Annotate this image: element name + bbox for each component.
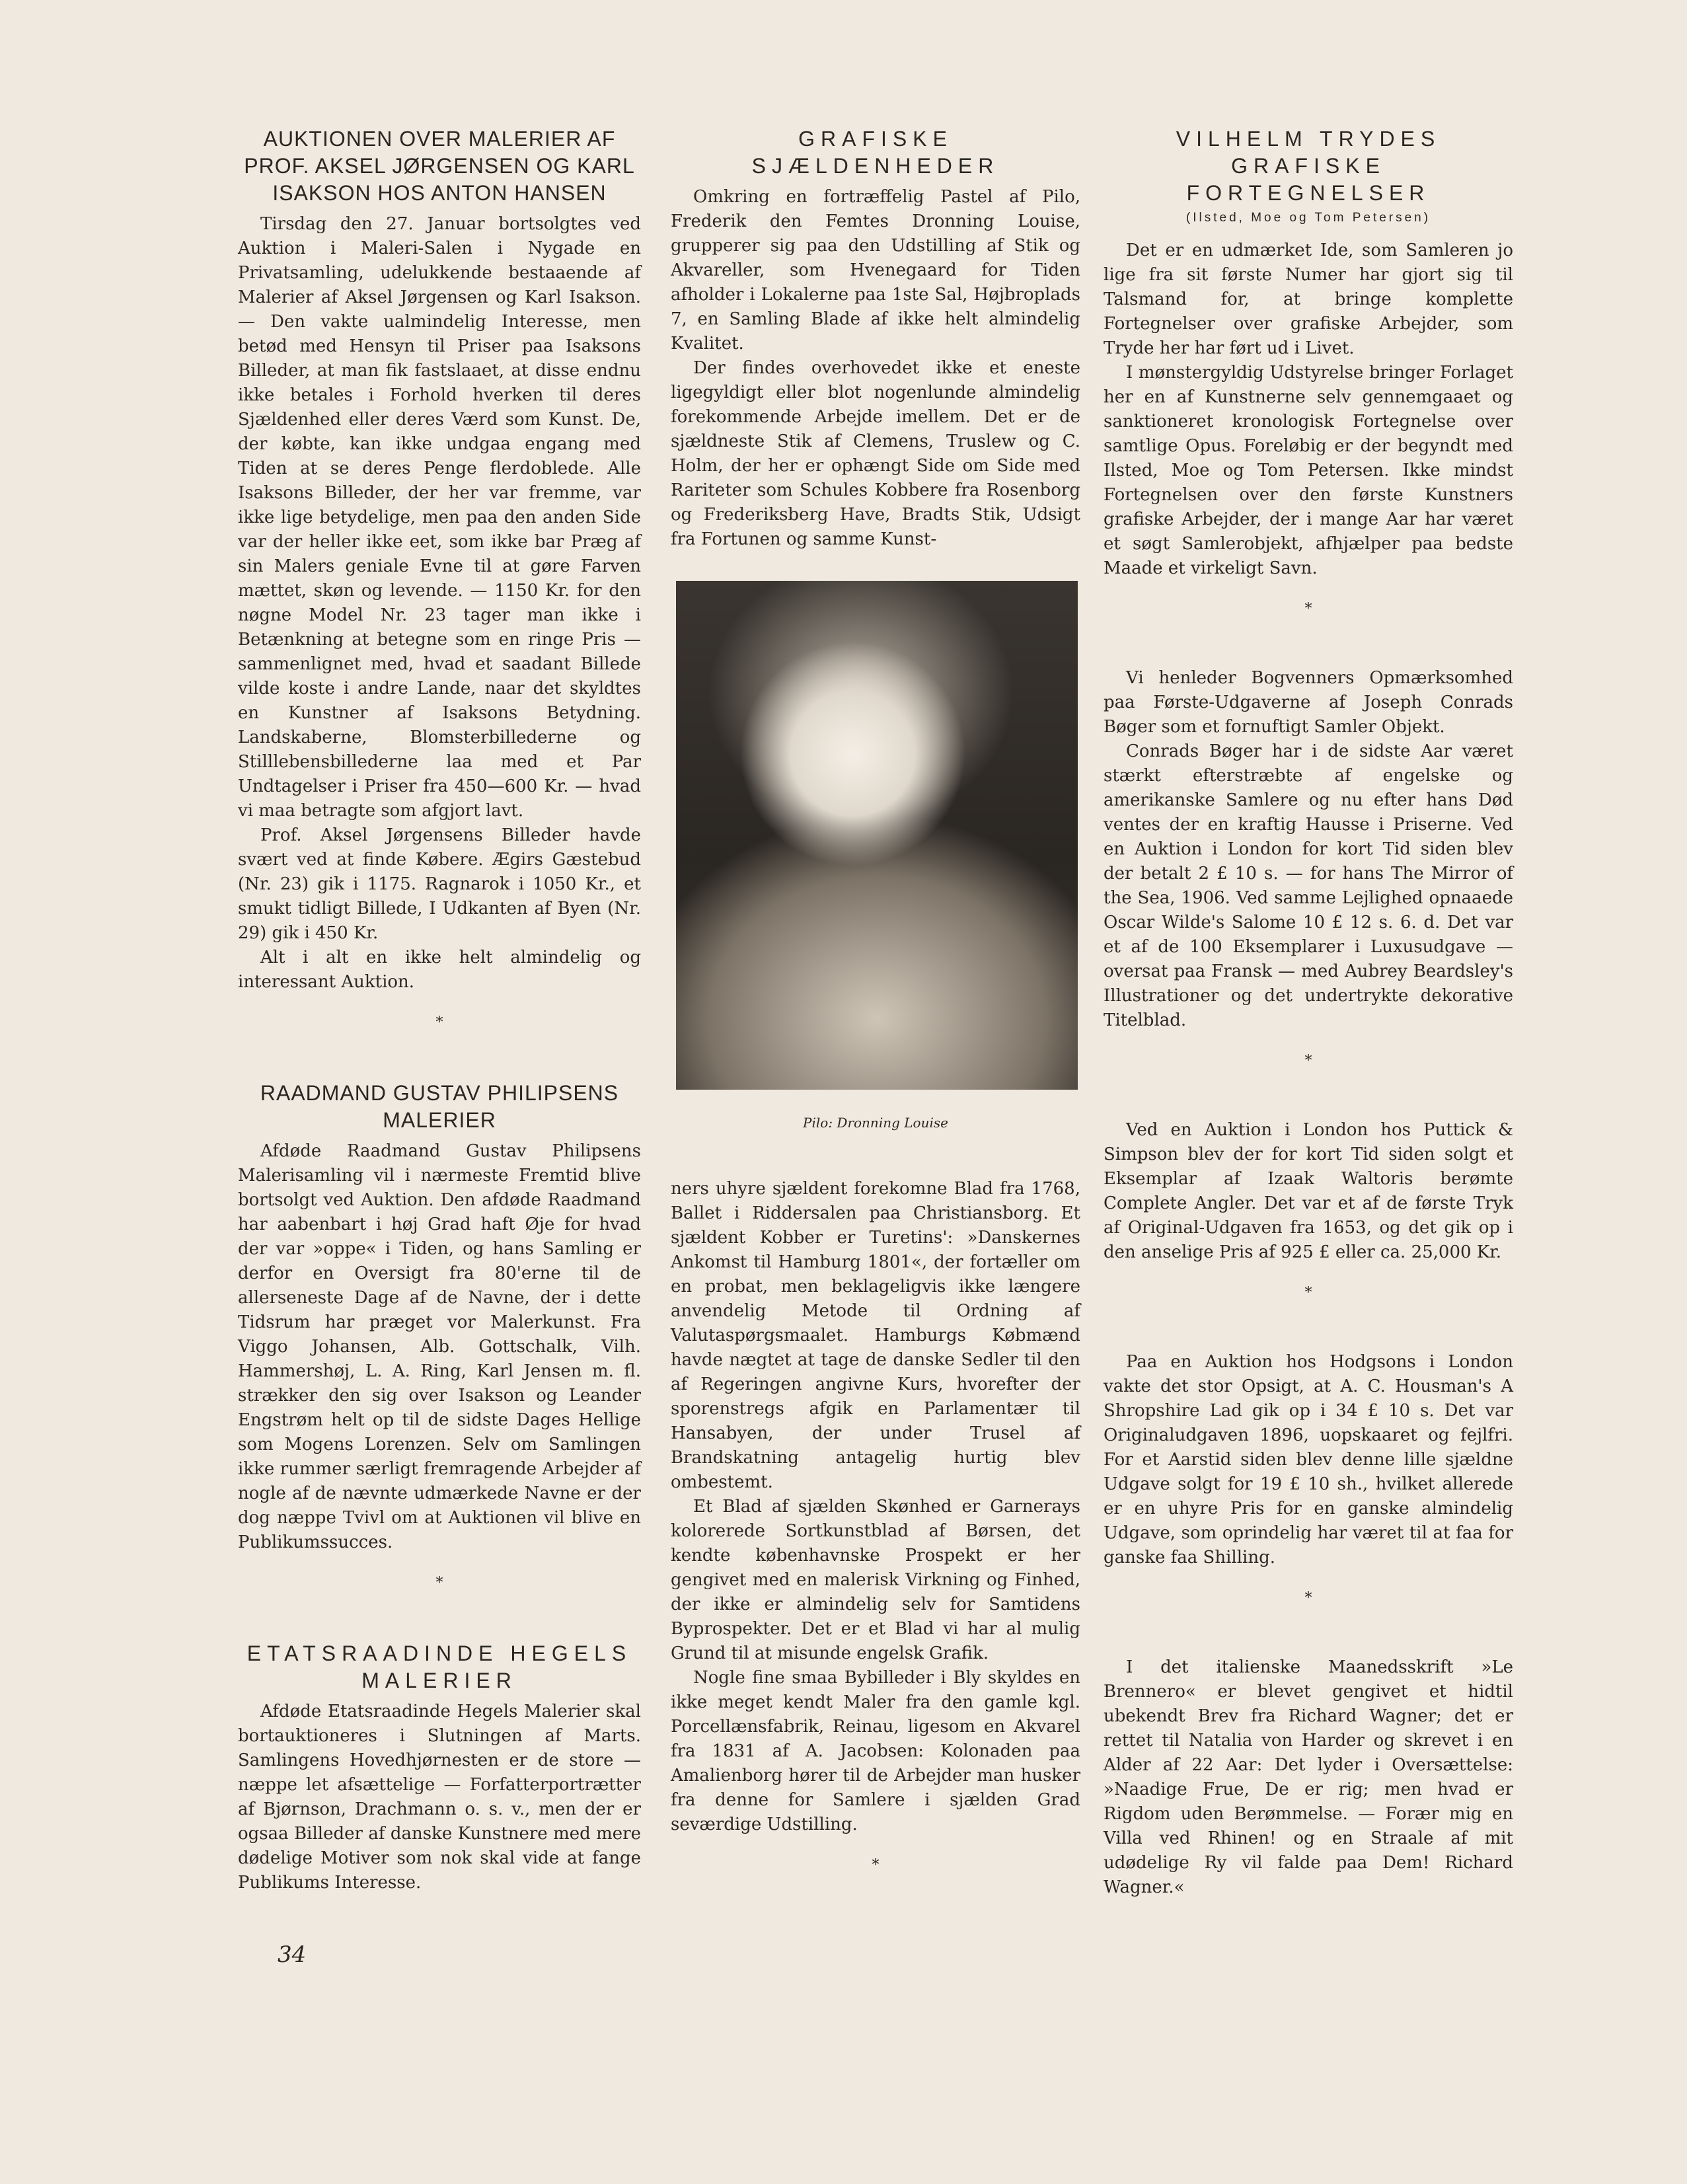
- separator-star: *: [435, 1575, 443, 1591]
- article-paragraph: Afdøde Etatsraadinde Hegels Malerier skal bortauktioneres i Slutningen af Marts. Samlingens Hovedhjørnesten er de store — næppe let afsættelige — Forfatterportrætter af Bjørnson, Drachmann o. s. v., men der er ogsaa Billeder af danske Kunstnere med mere dødelige Motiver som nok skal vide at fange Publikums Interesse.: [238, 1702, 641, 1893]
- article-heading-auktion: AUKTIONEN OVER MALERIER AF PROF. AKSEL JØRGENSEN OG KARL ISAKSON HOS ANTON HANSEN: [244, 127, 635, 205]
- separator-star: *: [1304, 1053, 1312, 1069]
- column-left: [238, 126, 641, 1895]
- separator-star: *: [1304, 1285, 1312, 1301]
- portrait-image: [676, 581, 1078, 1090]
- image-caption: Pilo: Dronning Louise: [803, 1115, 948, 1131]
- separator-star: *: [1304, 601, 1312, 617]
- note-paragraph: Conrads Bøger har i de sidste Aar været stærkt efterstræbte af engelske og amerikanske Samlere og nu efter hans Død ventes der en kraftig Hausse i Priserne. Ved en Auktion i London for kort Tid siden blev der betalt 2 £ 10 s. — for hans The Mirror of the Sea, 1906. Ved samme Lejlighed opnaaede Oscar Wilde's Salome 10 £ 12 s. 6. d. Det var et af de 100 Eksemplarer i Luxusudgave — oversat paa Fransk — med Aubrey Beardsley's Illustrationer og det undertrykte dekorative Titelblad.: [1104, 741, 1513, 1030]
- article-paragraph: Alt i alt en ikke helt almindelig og interessant Auktion.: [238, 948, 641, 992]
- article-paragraph: Nogle fine smaa Bybilleder i Bly skyldes en ikke meget kendt Maler fra den gamle kgl. Porcellænsfabrik, Reinau, ligesom en Akvarel fra 1831 af A. Jacobsen: Kolonaden paa Amalienborg hører til de Arbejder man husker fra denne for Samlere i sjælden Grad seværdige Udstilling.: [671, 1668, 1080, 1834]
- article-paragraph: Et Blad af sjælden Skønhed er Garnerays kolorerede Sortkunstblad af Børsen, det kendte københavnske Prospekt er her gengivet med en malerisk Virkning og Finhed, der ikke er almindelig selv for Samtidens Byprospekter. Det er et Blad vi har al mulig Grund til at misunde engelsk Grafik.: [671, 1497, 1080, 1663]
- article-subheading: (Ilsted, Moe og Tom Petersen): [1185, 211, 1431, 225]
- article-heading-hegel: ETATSRAADINDE HEGELS MALERIER: [246, 1641, 632, 1692]
- article-heading-tryde: VILHELM TRYDES GRAFISKE FORTEGNELSER: [1176, 127, 1441, 205]
- separator-star: *: [1304, 1590, 1312, 1606]
- article-paragraph: Tirsdag den 27. Januar bortsolgtes ved Auktion i Maleri-Salen i Nygade en Privatsamling, udelukkende bestaaende af Malerier af Aksel Jørgensen og Karl Isakson. — Den vakte ualmindelig Interesse, men betød med Hensyn til Priser paa Isaksons Billeder, at man fik fastslaaet, at disse endnu ikke betales i Forhold hverken til deres Sjældenhed eller deres Værd som Kunst. De, der købte, kan ikke undgaa engang med Tiden at se deres Penge flerdoblede. Alle Isaksons Billeder, der her var fremme, var ikke lige betydelige, men paa den anden Side var der heller ikke eet, som ikke bar Præg af sin Malers geniale Evne til at gøre Farven mættet, skøn og levende. — 1150 Kr. for den nøgne Model Nr. 23 tager man ikke i Betænkning at betegne som en ringe Pris — sammenlignet med, hvad et saadant Billede vilde koste i andre Lande, naar det skyldtes en Kunstner af Isaksons Betydning. Landskaberne, Blomsterbillederne og Stilllebensbillederne laa med et Par Undtagelser i Priser fra 450—600 Kr. — hvad vi maa betragte som afgjort lavt.: [238, 214, 641, 821]
- article-heading-grafiske: GRAFISKE SJÆLDENHEDER: [751, 127, 1000, 178]
- separator-star: *: [435, 1014, 443, 1031]
- note-paragraph: Vi henleder Bogvenners Opmærksomhed paa Første-Udgaverne af Joseph Conrads Bøger som et fornuftigt Samler Objekt.: [1104, 668, 1513, 737]
- note-paragraph: Paa en Auktion hos Hodgsons i London vakte det stor Opsigt, at A. C. Housman's A Shropshire Lad gik op i 34 £ 10 s. Det var Originaludgaven 1896, uopskaaret og fejlfri. For et Aarstid siden blev denne lille sjældne Udgave solgt for 19 £ 10 sh., hvilket allerede er en uhyre Pris for en ganske almindelig Udgave, som oprindelig har været til at faa for ganske faa Shilling.: [1104, 1352, 1513, 1567]
- article-paragraph: ners uhyre sjældent forekomne Blad fra 1768, Ballet i Riddersalen paa Christiansborg. Et sjældent Kobber er Turetins': »Danskernes Ankomst til Hamburg 1801«, der fortæller om en probat, men beklageligvis ikke længere anvendelig Metode til Ordning af Valutaspørgsmaalet. Hamburgs Købmænd havde nægtet at tage de danske Sedler til den af Regeringen angivne Kurs, hvorefter der sporenstregs afgik en Parlamentær til Hansabyen, der under Trusel af Brandskatning antagelig hurtig blev ombestemt.: [671, 1179, 1080, 1492]
- separator-star: *: [872, 1857, 880, 1873]
- column-right: [1104, 126, 1513, 1900]
- note-paragraph: Ved en Auktion i London hos Puttick & Simpson blev der for kort Tid siden solgt et Eksemplar af Izaak Waltoris berømte Complete Angler. Det var et af de første Tryk af Original-Udgaven fra 1653, og det gik op i den anselige Pris af 925 £ eller ca. 25,000 Kr.: [1104, 1120, 1513, 1262]
- article-heading-philipsen: RAADMAND GUSTAV PHILIPSENS MALERIER: [260, 1081, 619, 1132]
- article-paragraph: Der findes overhovedet ikke et eneste ligegyldigt eller blot nogenlunde almindelig forekommende Arbejde imellem. Det er de sjældneste Stik af Clemens, Truslew og C. Holm, der her er ophængt Side om Side med Rariteter som Schules Kobbere fra Rosenborg og Frederiksberg Have, Bradts Stik, Udsigt fra Fortunen og samme Kunst-: [671, 358, 1080, 549]
- note-paragraph: I det italienske Maanedsskrift »Le Brennero« er blevet gengivet et hidtil ubekendt Brev fra Richard Wagner; det er rettet til Natalia von Harder og skrevet i en Alder af 22 Aar: Det lyder i Oversættelse: »Naadige Frue, De er rig; men hvad er Rigdom uden Berømmelse. — Forær mig en Villa ved Rhinen! og en Straale af mit udødelige Ry vil falde paa Dem! Richard Wagner.«: [1104, 1657, 1513, 1897]
- column-middle: [671, 126, 1080, 1922]
- article-paragraph: Prof. Aksel Jørgensens Billeder havde svært ved at finde Købere. Ægirs Gæstebud (Nr. 23) gik i 1175. Ragnarok i 1050 Kr., et smukt tidligt Billede, I Udkanten af Byen (Nr. 29) gik i 450 Kr.: [238, 825, 641, 943]
- article-paragraph: Afdøde Raadmand Gustav Philipsens Malerisamling vil i nærmeste Fremtid blive bortsolgt ved Auktion. Den afdøde Raadmand har aabenbart i høj Grad haft Øje for hvad der var »oppe« i Tiden, og hans Samling er derfor en Oversigt fra 80'erne til de allerseneste Dage af de Navne, der i dette Tidsrum har præget vor Malerkunst. Fra Viggo Johansen, Alb. Gottschalk, Vilh. Hammershøj, L. A. Ring, Karl Jensen m. fl. strækker den sig over Isakson og Leander Engstrøm helt op til de sidste Dages Hellige som Mogens Lorenzen. Selv om Samlingen ikke rummer særligt fremragende Arbejder af nogle af de nævnte udmærkede Navne er der dog næppe Tvivl om at Auktionen vil blive en Publikumssucces.: [238, 1141, 641, 1552]
- article-paragraph: I mønstergyldig Udstyrelse bringer Forlaget her en af Kunstnerne selv gennemgaaet og sanktioneret kronologisk Fortegnelse over samtlige Opus. Foreløbig er der begyndt med Ilsted, Moe og Tom Petersen. Ikke mindst Fortegnelsen over den første Kunstners grafiske Arbejder, der i mange Aar har været et søgt Samlerobjekt, afhjælper paa bedste Maade et virkeligt Savn.: [1104, 363, 1513, 578]
- article-paragraph: Det er en udmærket Ide, som Samleren jo lige fra sit første Numer har gjort sig til Talsmand for, at bringe komplette Fortegnelser over grafiske Arbejder, som Tryde her har ført ud i Livet.: [1104, 241, 1513, 358]
- article-paragraph: Omkring en fortræffelig Pastel af Pilo, Frederik den Femtes Dronning Louise, grupperer sig paa den Udstilling af Stik og Akvareller, som Hvenegaard for Tiden afholder i Lokalerne paa 1ste Sal, Højbroplads 7, en Samling Blade af ikke helt almindelig Kvalitet.: [671, 187, 1080, 354]
- page-number: 34: [278, 1941, 307, 1968]
